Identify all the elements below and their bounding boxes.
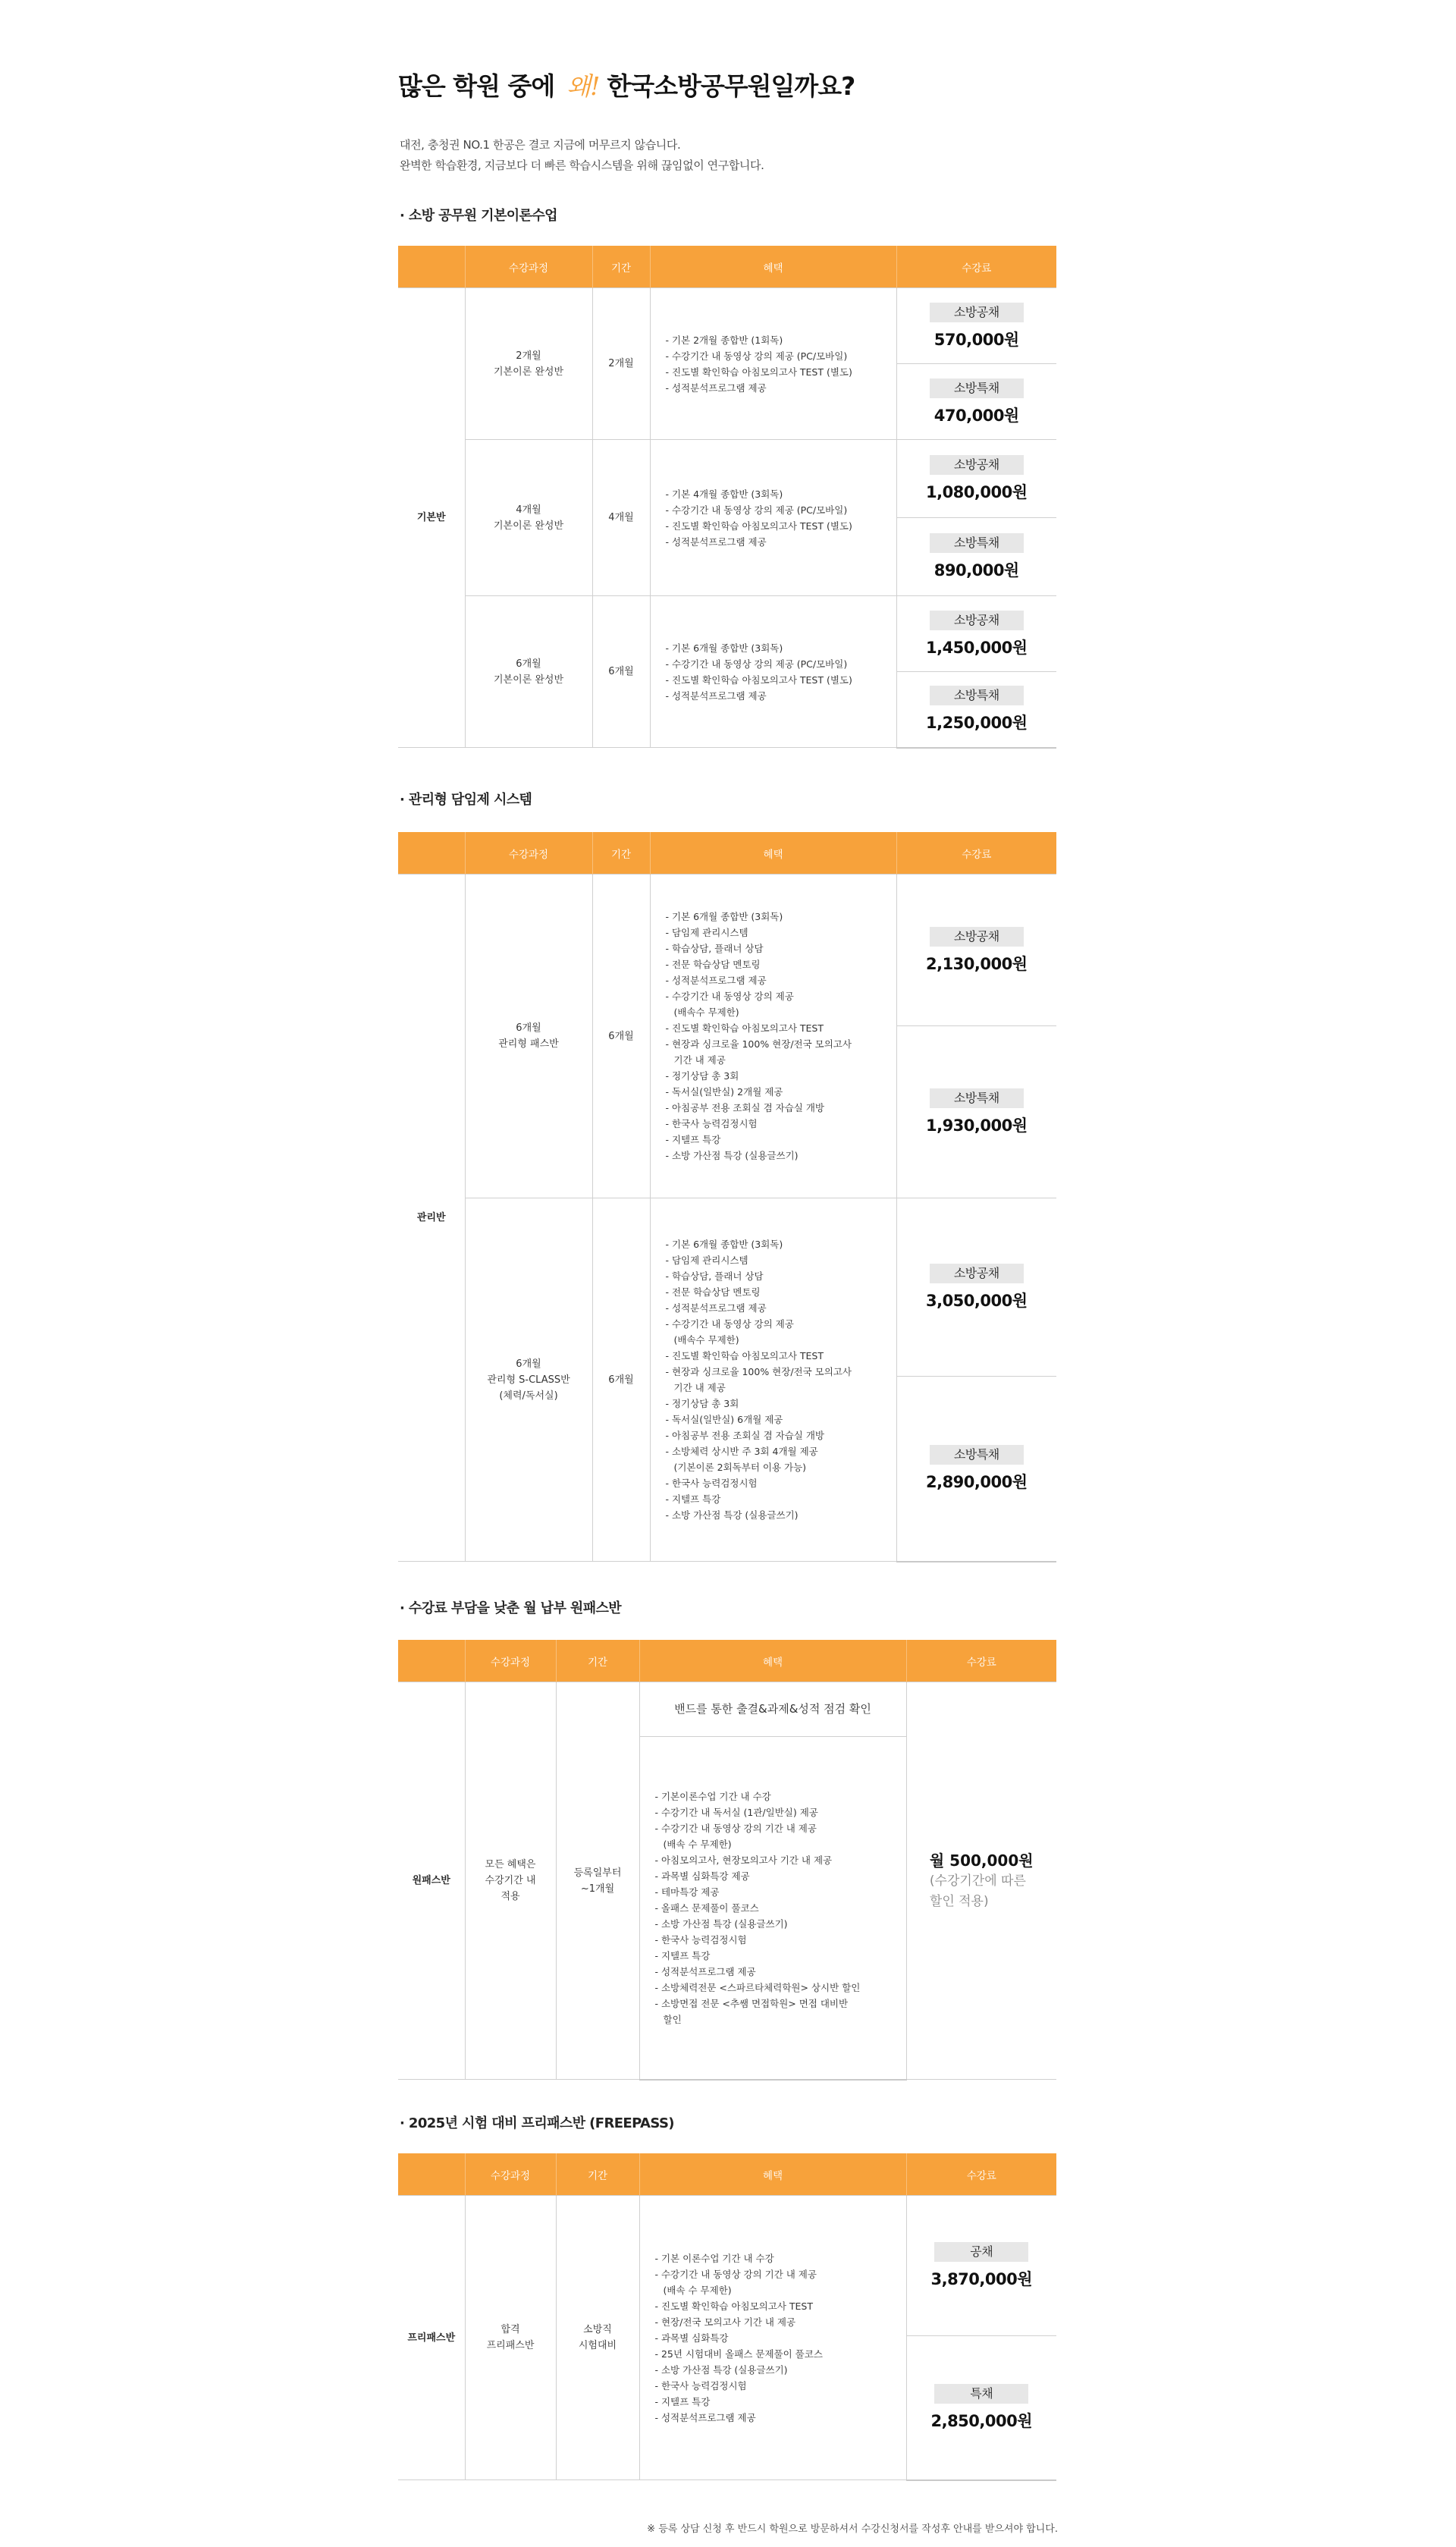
cell-text: - 진도별 확인학습 아침모의고사 TEST (별도) (665, 366, 852, 378)
cell-text: 등록일부터 (573, 1867, 622, 1879)
benefit-cell (650, 875, 896, 1198)
course-cell (465, 2196, 556, 2480)
benefit-cell (639, 1737, 906, 2080)
table-basic (398, 246, 1056, 749)
price-amount: 890,000원 (934, 561, 1019, 579)
period-cell: 6개월 (592, 875, 650, 1198)
hero-title-why: 왜! (566, 71, 600, 101)
cell-text: - 올패스 문제풀이 풀코스 (654, 1902, 759, 1914)
cell-text: 소방직 (583, 2324, 612, 2335)
table-row (398, 875, 1056, 1026)
cell-text: 적용 (500, 1891, 520, 1902)
cell-text: - 아침공부 전용 조회실 겸 자습실 개방 (665, 1102, 824, 1113)
cell-text: - 수강기간 내 동영상 강의 제공 (PC/모바일) (665, 350, 848, 362)
price-badge: 소방공채 (930, 1264, 1024, 1283)
header-course: 수강과정 (465, 1640, 556, 1682)
price-cell (896, 440, 1056, 518)
cell-text: - 기본 6개월 종합반 (3회독) (665, 642, 783, 654)
cell-text: 관리형 S-CLASS반 (487, 1374, 570, 1386)
cell-text: 2개월 (516, 350, 541, 362)
cell-text: - 현장/전국 모의고사 기간 내 제공 (654, 2316, 796, 2328)
cell-text: 6개월 (516, 658, 541, 670)
price-badge: 소방공채 (930, 927, 1024, 947)
cell-text: ~1개월 (580, 1883, 615, 1895)
price-badge: 소방공채 (930, 303, 1024, 322)
cell-text: - 소방 가산점 특강 (실용글쓰기) (654, 2363, 788, 2376)
cell-text: - 성적분석프로그램 제공 (665, 382, 767, 394)
table-row (398, 596, 1056, 672)
price-cell (896, 518, 1056, 596)
header-period: 기간 (592, 832, 650, 875)
cell-text: - 현장과 싱크로율 100% 현장/전국 모의고사 (665, 1038, 852, 1050)
header-benefit: 혜택 (639, 1640, 906, 1682)
cell-text: 모든 혜택은 (485, 1859, 536, 1870)
cell-text: - 전문 학습상담 멘토링 (665, 1286, 761, 1298)
cell-text: - 성적분석프로그램 제공 (665, 1302, 767, 1314)
cell-text: - 수강기간 내 동영상 강의 기간 내 제공 (654, 1822, 817, 1834)
price-cell (906, 2196, 1056, 2336)
cell-text: - 진도별 확인학습 아침모의고사 TEST (665, 1022, 824, 1034)
cell-text: - 테마특강 제공 (654, 1886, 720, 1898)
cell-text: - 소방 가산점 특강 (실용글쓰기) (665, 1150, 799, 1161)
cell-text: - 소방체력 상시반 주 3회 4개월 제공 (665, 1446, 818, 1457)
hero-title-after: 한국소방공무원일까요? (607, 71, 855, 101)
price-cell (896, 875, 1056, 1026)
cell-text: - 수강기간 내 동영상 강의 제공 (665, 991, 794, 1002)
table-row (398, 440, 1056, 518)
price-amount: 3,870,000원 (930, 2270, 1033, 2288)
price-amount: 1,250,000원 (925, 714, 1028, 733)
table-row (398, 288, 1056, 364)
course-cell (465, 1198, 592, 1562)
cell-text: - 학습상담, 플래너 상담 (665, 1270, 764, 1282)
cell-text: - 기본 6개월 종합반 (3회독) (665, 1239, 783, 1250)
cell-text: - 한국사 능력검정시험 (654, 2379, 747, 2392)
table-onepass (398, 1640, 1056, 2081)
cell-text: 시험대비 (578, 2340, 617, 2351)
price-amount: 1,080,000원 (925, 483, 1028, 501)
price-badge: 소방특채 (930, 1088, 1024, 1108)
section-freepass-title: · 2025년 시험 대비 프리패스반 (FREEPASS) (400, 2115, 674, 2131)
cell-text: - 성적분석프로그램 제공 (654, 1965, 756, 1977)
header-empty (398, 2153, 465, 2196)
cell-text: 관리형 패스반 (498, 1038, 559, 1050)
cell-text: (배속 수 무제한) (663, 1838, 732, 1850)
cell-text: - 한국사 능력검정시험 (665, 1118, 758, 1129)
cell-text: - 소방 가산점 특강 (실용글쓰기) (654, 1917, 788, 1930)
course-cell (465, 875, 592, 1198)
course-cell (465, 440, 592, 596)
header-empty (398, 1640, 465, 1682)
cell-text: (배속수 무제한) (673, 1334, 739, 1346)
cell-text: 할인 (663, 2013, 682, 2025)
cell-text: - 정기상담 총 3회 (665, 1398, 739, 1409)
cell-text: 기간 내 제공 (673, 1054, 726, 1066)
price-amount: 2,130,000원 (925, 954, 1028, 973)
header-course: 수강과정 (465, 2153, 556, 2196)
price-cell (896, 596, 1056, 672)
section-managed-title: · 관리형 담임제 시스템 (400, 792, 532, 808)
table-header-row (398, 2153, 1056, 2196)
cell-text: - 지텔프 특강 (654, 2395, 711, 2407)
period-cell: 4개월 (592, 440, 650, 596)
price-amount: 2,850,000원 (930, 2412, 1033, 2431)
price-amount: 3,050,000원 (925, 1292, 1028, 1310)
cell-text: - 기본이론수업 기간 내 수강 (654, 1790, 771, 1802)
cell-text: 합격 (500, 2324, 520, 2335)
price-amount: 1,450,000원 (925, 638, 1028, 657)
cell-text: - 독서실(일반실) 2개월 제공 (665, 1086, 783, 1098)
cell-text: (배속수 무제한) (673, 1007, 739, 1018)
price-badge: 소방공채 (930, 611, 1024, 630)
price-note-1: (수강기간에 따른 (929, 1873, 1026, 1889)
cell-text: - 담임제 관리시스템 (665, 927, 748, 938)
period-cell: 2개월 (592, 288, 650, 440)
cell-text: - 아침모의고사, 현장모의고사 기간 내 제공 (654, 1854, 833, 1866)
table-header-row (398, 246, 1056, 288)
cell-text: - 한국사 능력검정시험 (665, 1478, 758, 1489)
table-row (398, 1682, 1056, 1737)
course-cell (465, 1682, 556, 2080)
table-row (398, 1198, 1056, 1377)
group-label: 관리반 (398, 875, 465, 1562)
header-fee: 수강료 (906, 1640, 1056, 1682)
header-period: 기간 (556, 2153, 639, 2196)
cell-text: - 성적분석프로그램 제공 (665, 535, 767, 548)
cell-text: - 독서실(일반실) 6개월 제공 (665, 1414, 783, 1425)
table-header-row (398, 832, 1056, 875)
header-empty (398, 832, 465, 875)
cell-text: - 기본 2개월 종합반 (1회독) (665, 334, 783, 346)
group-label: 원패스반 (398, 1682, 465, 2080)
price-cell (896, 288, 1056, 364)
cell-text: - 기본 이론수업 기간 내 수강 (654, 2252, 774, 2264)
cell-text: - 수강기간 내 동영상 강의 제공 (PC/모바일) (665, 504, 848, 516)
cell-text: (배속 수 무제한) (663, 2284, 732, 2296)
cell-text: (기본이론 2회독부터 이용 가능) (673, 1462, 807, 1473)
cell-text: - 전문 학습상담 멘토링 (665, 959, 761, 970)
cell-text: 4개월 (516, 504, 541, 516)
price-badge: 소방특채 (930, 686, 1024, 705)
price-cell (896, 1026, 1056, 1198)
cell-text: - 성적분석프로그램 제공 (665, 975, 767, 986)
group-label: 프리패스반 (398, 2196, 465, 2480)
cell-text: - 과목별 심화특강 제공 (654, 1870, 750, 1882)
hero-title (398, 70, 855, 103)
section-basic-title: · 소방 공무원 기본이론수업 (400, 208, 557, 224)
cell-text: - 정기상담 총 3회 (665, 1070, 739, 1082)
cell-text: - 아침공부 전용 조회실 겸 자습실 개방 (665, 1430, 824, 1441)
header-fee: 수강료 (896, 246, 1056, 288)
table-managed (398, 832, 1056, 1562)
cell-text: 6개월 (516, 1358, 541, 1370)
hero-title-before: 많은 학원 중에 (398, 71, 555, 101)
table-row (398, 2196, 1056, 2336)
price-cell (906, 1682, 1056, 2080)
cell-text: - 과목별 심화특강 (654, 2332, 729, 2344)
section-onepass-title: · 수강료 부담을 낮춘 월 납부 원패스반 (400, 1600, 622, 1616)
price-badge: 공채 (934, 2242, 1028, 2262)
period-cell (556, 1682, 639, 2080)
cell-text: - 담임제 관리시스템 (665, 1255, 748, 1266)
period-cell: 6개월 (592, 1198, 650, 1562)
price-amount: 470,000원 (934, 406, 1019, 425)
price-amount: 570,000원 (934, 330, 1019, 349)
cell-text: - 진도별 확인학습 아침모의고사 TEST (665, 1350, 824, 1361)
hero-sub-line-2: 완벽한 학습환경, 지금보다 더 빠른 학습시스템을 위해 끊임없이 연구합니다. (400, 159, 764, 172)
header-period: 기간 (592, 246, 650, 288)
benefit-cell (650, 440, 896, 596)
header-benefit: 혜택 (650, 246, 896, 288)
cell-text: - 진도별 확인학습 아침모의고사 TEST (별도) (665, 520, 852, 532)
price-note-2: 할인 적용) (929, 1893, 989, 1909)
course-cell (465, 596, 592, 748)
cell-text: - 진도별 확인학습 아침모의고사 TEST (654, 2300, 813, 2312)
benefit-cell (650, 1198, 896, 1562)
price-amount: 1,930,000원 (925, 1116, 1028, 1135)
cell-text: 기본이론 완성반 (493, 520, 564, 532)
period-cell: 6개월 (592, 596, 650, 748)
cell-text: 기본이론 완성반 (493, 674, 564, 686)
course-cell (465, 288, 592, 440)
cell-text: - 성적분석프로그램 제공 (654, 2411, 756, 2423)
footnote: ※ 등록 상담 신청 후 반드시 학원으로 방문하셔서 수강신청서를 작성후 안내를 받으셔야 합니다. (647, 2523, 1058, 2535)
price-cell (896, 1377, 1056, 1562)
cell-text: - 현장과 싱크로율 100% 현장/전국 모의고사 (665, 1366, 852, 1377)
benefit-cell (639, 2196, 906, 2480)
header-period: 기간 (556, 1640, 639, 1682)
cell-text: (체력/독서실) (499, 1390, 558, 1402)
period-cell (556, 2196, 639, 2480)
cell-text: - 25년 시험대비 올패스 문제풀이 풀코스 (654, 2348, 823, 2360)
price-badge: 소방특채 (930, 533, 1024, 553)
cell-text: 기간 내 제공 (673, 1382, 726, 1393)
price-cell (906, 2336, 1056, 2480)
header-benefit: 혜택 (650, 832, 896, 875)
header-benefit: 혜택 (639, 2153, 906, 2196)
cell-text: - 수강기간 내 동영상 강의 제공 (PC/모바일) (665, 658, 848, 670)
cell-text: - 성적분석프로그램 제공 (665, 689, 767, 702)
cell-text: 수강기간 내 (485, 1875, 536, 1886)
table-freepass (398, 2153, 1056, 2481)
cell-text: - 학습상담, 플래너 상담 (665, 943, 764, 954)
cell-text: - 지텔프 특강 (665, 1134, 721, 1145)
cell-text: 기본이론 완성반 (493, 366, 564, 378)
hero-subtitle (400, 135, 764, 176)
price-badge: 특채 (934, 2384, 1028, 2404)
price-amount: 2,890,000원 (925, 1473, 1028, 1492)
header-empty (398, 246, 465, 288)
header-course: 수강과정 (465, 246, 592, 288)
cell-text: - 수강기간 내 동영상 강의 기간 내 제공 (654, 2268, 817, 2280)
price-badge: 소방특채 (930, 378, 1024, 398)
table-header-row (398, 1640, 1056, 1682)
cell-text: - 진도별 확인학습 아침모의고사 TEST (별도) (665, 674, 852, 686)
cell-text: 프리패스반 (486, 2340, 535, 2351)
price-cell (896, 1198, 1056, 1377)
cell-text: - 기본 4개월 종합반 (3회독) (665, 488, 783, 500)
band-check-note: 밴드를 통한 출결&과제&성적 점검 확인 (639, 1682, 906, 1737)
cell-text: - 지텔프 특강 (654, 1949, 711, 1961)
header-course: 수강과정 (465, 832, 592, 875)
price-amount: 월 500,000원 (929, 1851, 1034, 1870)
cell-text: - 소방체력전문 <스파르타체력학원> 상시반 할인 (654, 1981, 861, 1993)
cell-text: - 수강기간 내 동영상 강의 제공 (665, 1318, 794, 1330)
group-label: 기본반 (398, 288, 465, 748)
header-fee: 수강료 (896, 832, 1056, 875)
cell-text: 6개월 (516, 1022, 541, 1034)
benefit-cell (650, 596, 896, 748)
header-fee: 수강료 (906, 2153, 1056, 2196)
price-cell (896, 672, 1056, 748)
price-cell (896, 364, 1056, 440)
cell-text: - 소방 가산점 특강 (실용글쓰기) (665, 1509, 799, 1521)
cell-text: - 수강기간 내 독서실 (1관/일반실) 제공 (654, 1806, 818, 1818)
price-badge: 소방공채 (930, 455, 1024, 475)
price-badge: 소방특채 (930, 1445, 1024, 1465)
cell-text: - 기본 6개월 종합반 (3회독) (665, 911, 783, 922)
cell-text: - 한국사 능력검정시험 (654, 1933, 747, 1946)
cell-text: - 지텔프 특강 (665, 1493, 721, 1505)
benefit-cell (650, 288, 896, 440)
hero-sub-line-1: 대전, 충청권 NO.1 한공은 결코 지금에 머무르지 않습니다. (400, 138, 681, 152)
cell-text: - 소방면접 전문 <추쌤 면접학원> 면접 대비반 (654, 1997, 849, 2009)
